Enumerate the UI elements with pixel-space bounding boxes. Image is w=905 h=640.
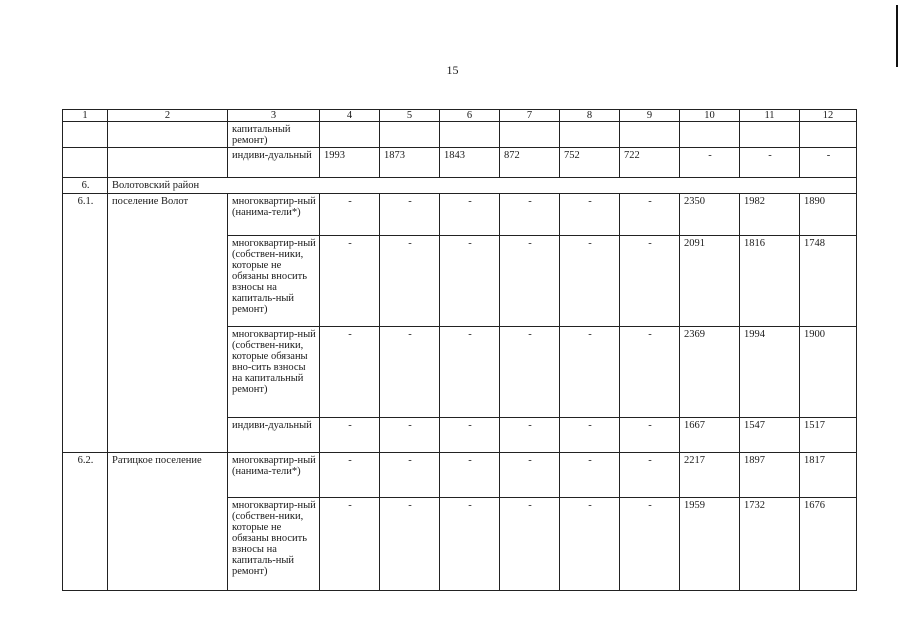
value-cell: - — [560, 418, 620, 453]
housing-type-cell: многоквартир-ный (собствен-ники, которые не обязаны вносить взносы на капиталь-ный ремонт) — [228, 236, 320, 327]
settlement-number: 6.1. — [63, 194, 108, 453]
value-cell: 1517 — [800, 418, 857, 453]
value-cell: - — [620, 418, 680, 453]
value-cell: - — [440, 498, 500, 591]
value-cell: - — [500, 236, 560, 327]
column-header: 12 — [800, 110, 857, 122]
column-header: 2 — [108, 110, 228, 122]
value-cell: - — [620, 498, 680, 591]
value-cell: - — [500, 418, 560, 453]
value-cell — [500, 122, 560, 148]
value-cell: 2217 — [680, 453, 740, 498]
row-number-cell — [63, 148, 108, 178]
page-number: 15 — [446, 63, 459, 77]
value-cell: - — [740, 148, 800, 178]
value-cell: - — [380, 194, 440, 236]
value-cell — [380, 122, 440, 148]
value-cell: 1732 — [740, 498, 800, 591]
column-header-row — [63, 110, 857, 122]
housing-type-cell: индиви-дуальный — [228, 148, 320, 178]
value-cell: - — [560, 498, 620, 591]
value-cell: - — [320, 236, 380, 327]
table-row — [63, 194, 857, 236]
section-row — [63, 178, 857, 194]
value-cell: - — [560, 453, 620, 498]
table-row — [63, 453, 857, 498]
value-cell: - — [380, 418, 440, 453]
column-header: 6 — [440, 110, 500, 122]
housing-type-cell: капитальный ремонт) — [228, 122, 320, 148]
value-cell: - — [440, 418, 500, 453]
column-header: 3 — [228, 110, 320, 122]
housing-type-cell: многоквартир-ный (собствен-ники, которые не обязаны вносить взносы на капиталь-ный ремонт) — [228, 498, 320, 591]
value-cell: 1993 — [320, 148, 380, 178]
value-cell: - — [440, 194, 500, 236]
value-cell: - — [800, 148, 857, 178]
column-header: 5 — [380, 110, 440, 122]
settlement-cell — [108, 148, 228, 178]
section-number: 6. — [63, 178, 108, 194]
value-cell: 752 — [560, 148, 620, 178]
section-title: Волотовский район — [108, 178, 857, 194]
housing-type-cell: индиви-дуальный — [228, 418, 320, 453]
value-cell: 1982 — [740, 194, 800, 236]
value-cell: 1890 — [800, 194, 857, 236]
column-header: 9 — [620, 110, 680, 122]
value-cell: 1748 — [800, 236, 857, 327]
column-header: 10 — [680, 110, 740, 122]
value-cell: - — [680, 148, 740, 178]
housing-type-cell: многоквартир-ный (собствен-ники, которые обязаны вно-сить взносы на капитальный ремонт) — [228, 327, 320, 418]
value-cell: 1900 — [800, 327, 857, 418]
value-cell: - — [320, 498, 380, 591]
value-cell: - — [500, 453, 560, 498]
value-cell: - — [380, 453, 440, 498]
settlement-name: поселение Волот — [108, 194, 228, 453]
value-cell: - — [320, 327, 380, 418]
value-cell: 1667 — [680, 418, 740, 453]
value-cell: 2369 — [680, 327, 740, 418]
column-header: 11 — [740, 110, 800, 122]
value-cell: 1816 — [740, 236, 800, 327]
housing-type-cell: многоквартир-ный (нанима-тели*) — [228, 194, 320, 236]
column-header: 4 — [320, 110, 380, 122]
value-cell: - — [500, 327, 560, 418]
value-cell: - — [500, 498, 560, 591]
value-cell: 872 — [500, 148, 560, 178]
value-cell — [740, 122, 800, 148]
value-cell: 2350 — [680, 194, 740, 236]
value-cell: 1547 — [740, 418, 800, 453]
value-cell: - — [380, 327, 440, 418]
value-cell: - — [440, 236, 500, 327]
value-cell: - — [560, 194, 620, 236]
column-header: 8 — [560, 110, 620, 122]
value-cell: - — [560, 327, 620, 418]
value-cell: - — [380, 236, 440, 327]
value-cell: - — [320, 194, 380, 236]
value-cell: - — [440, 453, 500, 498]
column-header: 1 — [63, 110, 108, 122]
page-edge-mark — [896, 5, 898, 67]
value-cell: - — [620, 327, 680, 418]
value-cell: - — [440, 327, 500, 418]
settlement-number: 6.2. — [63, 453, 108, 591]
value-cell — [320, 122, 380, 148]
value-cell: 1843 — [440, 148, 500, 178]
table-row — [63, 122, 857, 148]
value-cell: 2091 — [680, 236, 740, 327]
value-cell: - — [560, 236, 620, 327]
value-cell: - — [500, 194, 560, 236]
tariff-table — [62, 109, 857, 591]
value-cell: 1994 — [740, 327, 800, 418]
value-cell: 722 — [620, 148, 680, 178]
value-cell — [680, 122, 740, 148]
value-cell: - — [620, 453, 680, 498]
value-cell: 1676 — [800, 498, 857, 591]
column-header: 7 — [500, 110, 560, 122]
value-cell — [560, 122, 620, 148]
value-cell: - — [620, 236, 680, 327]
settlement-name: Ратицкое поселение — [108, 453, 228, 591]
value-cell: - — [380, 498, 440, 591]
value-cell — [620, 122, 680, 148]
value-cell: - — [320, 453, 380, 498]
value-cell: 1873 — [380, 148, 440, 178]
value-cell: - — [620, 194, 680, 236]
row-number-cell — [63, 122, 108, 148]
settlement-cell — [108, 122, 228, 148]
value-cell: 1959 — [680, 498, 740, 591]
table-row — [63, 148, 857, 178]
value-cell: - — [320, 418, 380, 453]
value-cell: 1817 — [800, 453, 857, 498]
value-cell — [440, 122, 500, 148]
housing-type-cell: многоквартир-ный (нанима-тели*) — [228, 453, 320, 498]
value-cell — [800, 122, 857, 148]
value-cell: 1897 — [740, 453, 800, 498]
